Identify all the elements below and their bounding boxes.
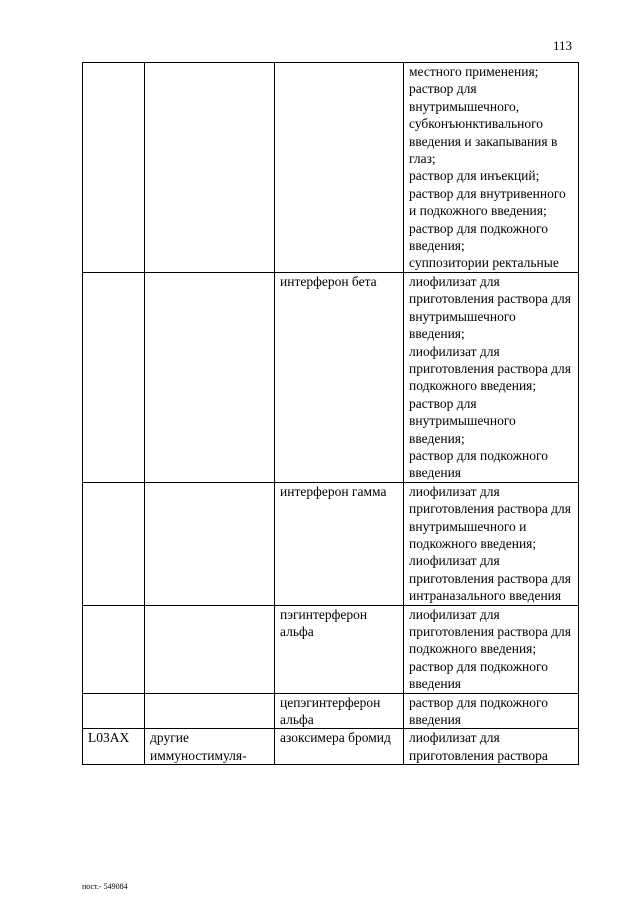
dosage-form: лиофилизат для приготовления раствора [409,730,548,763]
drug-name-cell: интерферон бета [275,272,404,482]
dosage-forms-cell [404,605,579,693]
drug-table [82,62,579,765]
dosage-forms-cell [404,729,579,765]
dosage-form: лиофилизат для приготовления раствора для интраназального введения [409,553,571,604]
dosage-form: суппозитории ректальные [409,255,559,271]
dosage-form: лиофилизат для приготовления раствора для внутримышечного введения; [409,273,571,342]
dosage-form: раствор для подкожного введения [409,447,548,481]
drug-name-cell: азоксимера бромид [275,729,404,765]
dosage-forms-cell [404,482,579,605]
dosage-form: раствор для инъекций; [409,168,540,184]
drug-name-cell [275,63,404,273]
footer-code: пост.- 549084 [82,882,128,891]
dosage-form: лиофилизат для приготовления раствора для внутримышечного и подкожного введения; [409,483,571,551]
dosage-form: лиофилизат для приготовления раствора для подкожного введения; [409,606,571,657]
group-name-cell [145,605,275,693]
group-name-cell [145,693,275,729]
drug-name-cell: цепэгинтерферон альфа [275,693,404,729]
atc-code-cell [83,482,145,605]
dosage-form: раствор для подкожного введения [409,694,548,728]
group-name-cell [145,63,275,273]
dosage-form: раствор для подкожного введения [409,658,548,692]
atc-code-cell [83,63,145,273]
atc-code-cell [83,605,145,693]
group-name-cell: другие иммуностимуля- [145,729,275,765]
group-name-cell [145,482,275,605]
table-row [83,729,579,765]
atc-code-cell: L03AX [83,729,145,765]
group-name-cell [145,272,275,482]
table-row [83,605,579,693]
table-row [83,63,579,273]
table-row [83,482,579,605]
dosage-form: раствор для внутримышечного, субконъюнктивального введения и закапывания в глаз; [409,81,558,167]
atc-code-cell [83,693,145,729]
dosage-form: раствор для внутримышечного введения; [409,395,516,446]
drug-name-cell: пэгинтерферон альфа [275,605,404,693]
table-row [83,272,579,482]
dosage-form: раствор для подкожного введения; [409,220,548,254]
dosage-forms-cell [404,63,579,273]
dosage-form: лиофилизат для приготовления раствора для подкожного введения; [409,343,571,394]
dosage-forms-cell [404,693,579,729]
dosage-forms-cell [404,272,579,482]
dosage-form: раствор для внутривенного и подкожного введения; [409,185,566,219]
table-row [83,693,579,729]
dosage-form: местного применения; [409,64,539,79]
drug-name-cell: интерферон гамма [275,482,404,605]
page-number: 113 [552,38,572,53]
atc-code-cell [83,272,145,482]
